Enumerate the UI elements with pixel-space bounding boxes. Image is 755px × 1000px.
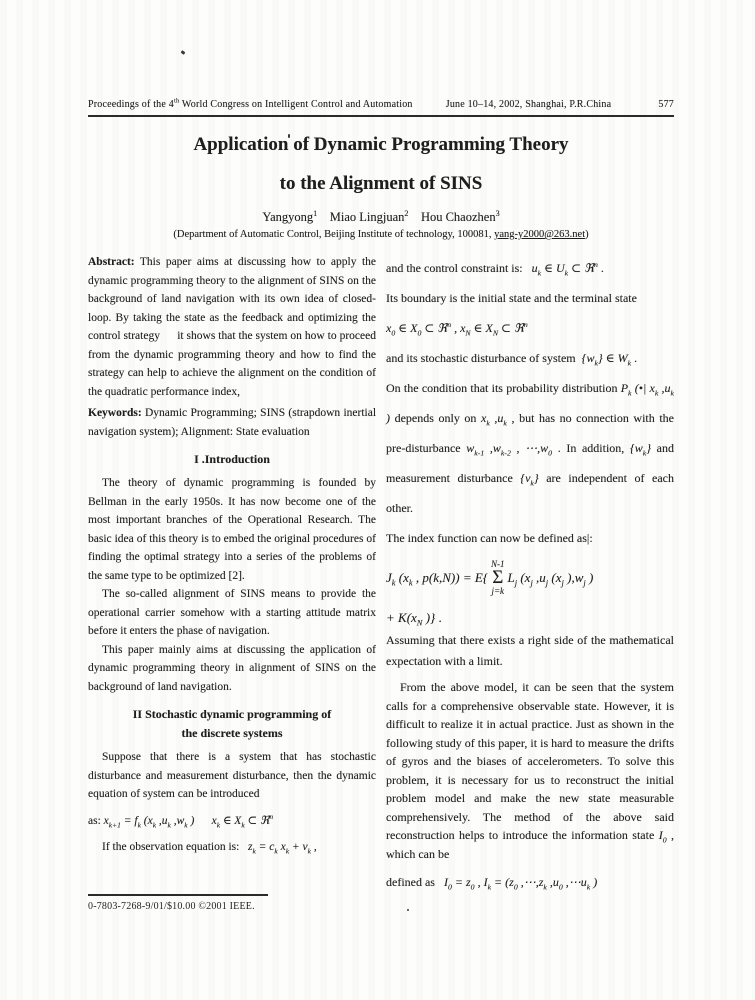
keywords-label: Keywords: <box>88 407 142 419</box>
section-1-heading: I .Introduction <box>194 452 270 466</box>
boundary-equation-line: $x_0$ ∈ $X_0$ ⊂ ℜ$^n$ , $x_N$ ∈ $X_N$ ⊂ ℜ$^n$ <box>386 320 528 338</box>
intro-paragraph-2: The so-called alignment of SINS means to provide the operational carrier somehow with a starting attitude matrix before it enters the phase of navigation. <box>88 588 376 637</box>
header-page-number: 577 <box>658 99 674 110</box>
boundary-text-line: Its boundary is the initial state and the terminal state <box>386 291 637 305</box>
paper-title-line2: to the Alignment of SINS <box>279 173 483 194</box>
model-definition-block <box>386 253 674 553</box>
equation-lhs: $J_k$ ($x_k$ , p(k,N)) = E{ <box>386 569 488 588</box>
right-column <box>386 253 674 897</box>
footer-rule <box>88 894 268 896</box>
control-constraint-line: and the control constraint is: $u_k$ ∈ $U_k$ ⊂ ℜ$^n$ . <box>386 260 604 278</box>
section-2-heading <box>88 705 376 743</box>
header-date-location: June 10–14, 2002, Shanghai, P.R.China <box>445 99 612 110</box>
left-column <box>88 253 376 897</box>
abstract-paragraph <box>88 253 376 401</box>
affiliation-text: (Department of Automatic Control, Beijing Institute of technology, 100081, <box>173 229 495 240</box>
keywords-paragraph <box>88 404 376 441</box>
authors-line: Yangyong$^1$ Miao Lingjuan$^2$ Hou Chaozhen$^3$ <box>262 208 500 224</box>
two-column-body <box>88 253 674 897</box>
probability-condition-paragraph: On the condition that its probability distribution $P_k$ (•| $x_k$ $,u_k$ ) depends only on $x_k$ $,u_k$ , but has no connection with the pre-disturbance $w_{k-1}$ $,w_{k-2}$ , $\cdots,w_0$ . In addition, $\{w_k\}$ and measurement disturbance $\{v_k\}$ are independent of each other. <box>386 381 675 515</box>
stochastic-paragraph: Suppose that there is a system that has stochastic disturbance and measurement disturbance, then the dynamic equation of system can be introduced <box>88 751 376 800</box>
affiliation-line <box>88 229 674 240</box>
header-conference-name: Proceedings of the 4th World Congress on Intelligent Control and Automation <box>88 97 413 110</box>
ink-speck <box>181 50 186 55</box>
sigma-glyph: Σ <box>492 567 504 588</box>
copyright-notice: 0-7803-7268-9/01/$10.00 ©2001 IEEE. <box>88 901 255 912</box>
keywords-text: Dynamic Programming; SINS (strapdown inertial navigation system); Alignment: State evaluation <box>88 407 377 438</box>
assumption-paragraph: Assuming that there exists a right side of the mathematical expectation with a limit. <box>386 633 674 668</box>
summation-symbol <box>491 559 505 596</box>
section-2-heading-line2: the discrete systems <box>181 726 283 740</box>
intro-paragraph-1: The theory of dynamic programming is founded by Bellman in the early 1950s. It has now become one of the most important branches of the Operational Research. The basic idea of this theory is to embed the original procedures of finding the optimal strategy into a series of the problems of the same type to be optimized [2]. <box>88 477 376 582</box>
abstract-label: Abstract: <box>88 256 135 268</box>
information-state-definition-line: defined as $I_0 = z_0$ , $I_k = (z_0$ $,\cdots,z_k$ $,u_0$ $,\cdots u_k$ ) <box>386 875 598 892</box>
observation-equation-line: If the observation equation is: $z_k = c_k$ $x_k + v_k$ , <box>102 841 317 856</box>
intro-paragraph-3: This paper mainly aims at discussing the application of dynamic programming theory in alignment of SINS on the background of land navigation. <box>88 643 376 693</box>
index-function-equation <box>386 559 674 596</box>
footer-block <box>88 894 388 912</box>
paper-title-line1: Application of Dynamic Programming Theory <box>193 134 569 155</box>
summation-upper-limit: N-1 <box>490 559 505 569</box>
paper-title <box>88 134 674 195</box>
stochastic-disturbance-line: and its stochastic disturbance of system $\{w_k\}$ ∈ $W_k$ . <box>386 351 638 368</box>
section-2-heading-line1: II Stochastic dynamic programming of <box>132 707 332 721</box>
affiliation-close-paren: ) <box>585 229 589 240</box>
affiliation-email-link[interactable]: yang-y2000@263.net <box>494 229 586 240</box>
summation-lower-limit: j=k <box>491 586 505 596</box>
model-discussion-paragraph: From the above model, it can be seen that the system calls for a comprehensive observable state. However, it is difficult to realize it in actual practice. Just as shown in the following study of this paper, it is hard to measure the drifts of gyros and the biases of accelerometers. To solve this problem, it is necessary for us to reconstruct the initial problem model and make the new state measurable comprehensively. The method of the above said reconstruction helps to introduce the information state $I_0$ , which can be <box>386 680 675 861</box>
index-function-intro-line: The index function can now be defined as|: <box>386 531 593 545</box>
ink-speck <box>407 909 409 911</box>
running-header <box>88 99 674 117</box>
equation-rhs: $L_j$ ($x_j$ $,u_j$ ($x_j$ )$,w_j$ ) <box>507 569 594 588</box>
index-function-equation-continuation: + $K(x_N$ )} . <box>386 610 442 628</box>
abstract-text: This paper aims at discussing how to apply the dynamic programming theory to the alignment of SINS on the background of land navigation with its own idea of closed-loop. By taking the state as the feedback and optimizing the control strategy it shows that the system on how to proceed from the dynamic programming theory and how to find the strategy can help to achieve the alignment on the condition of the quadratic performance index, <box>88 256 376 398</box>
page-content <box>88 99 674 897</box>
dynamic-equation: as: $x_{k+1} = f_k$ ($x_k$ $,u_k$ $,w_k$ ) $x_k$ ∈ $X_k$ ⊂ ℜ$^n$ <box>88 811 274 829</box>
